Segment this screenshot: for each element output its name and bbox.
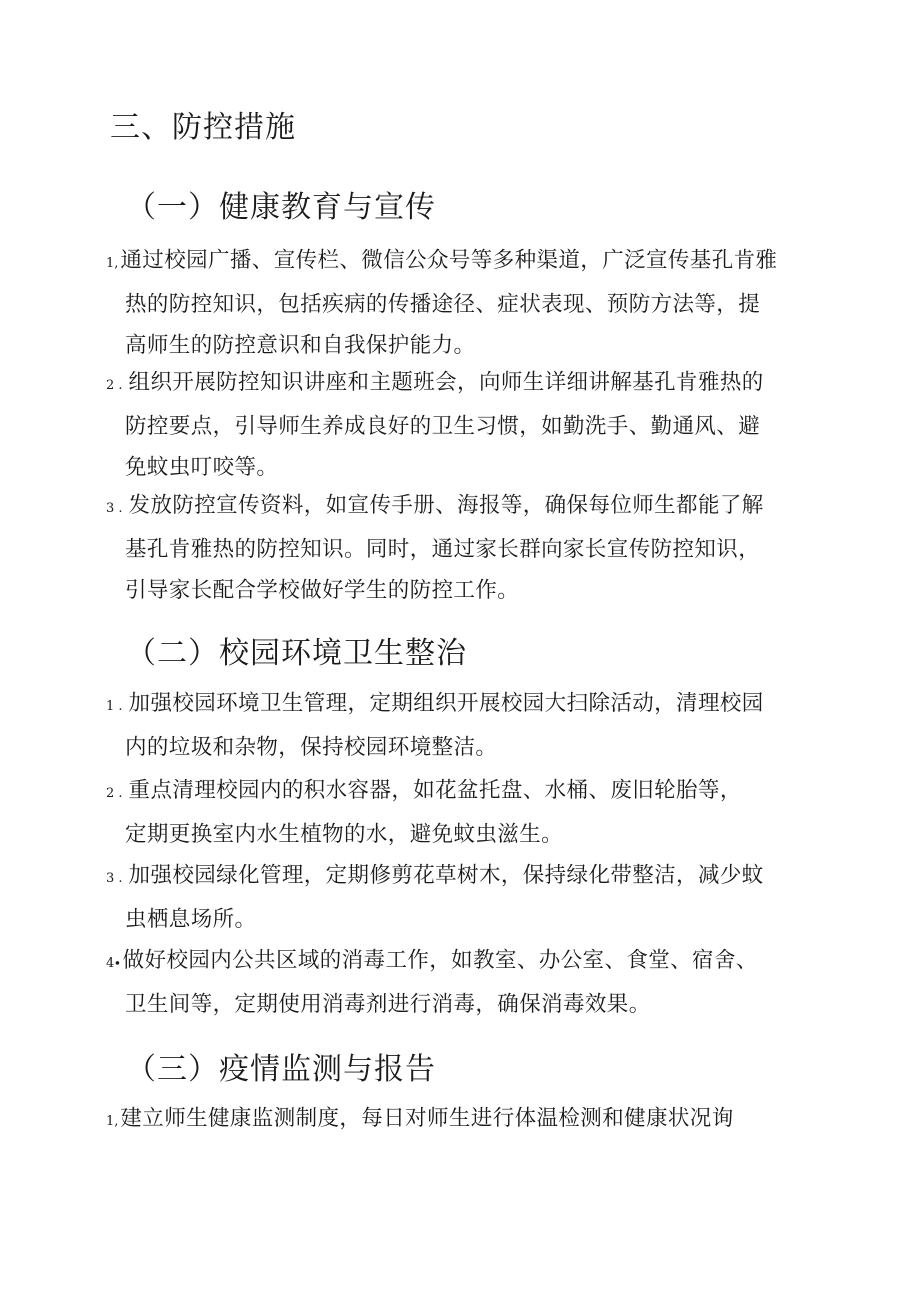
item-text-line: 防控要点，引导师生养成良好的卫生习惯，如勤洗手、勤通风、避: [125, 414, 761, 439]
item-text-line: 基孔肯雅热的防控知识。同时，通过家长群向家长宣传防控知识，: [125, 537, 761, 562]
item-text-line: 组织开展防控知识讲座和主题班会，向师生详细讲解基孔肯雅热的: [128, 370, 764, 395]
item-number: 1,: [106, 256, 119, 271]
item-text-line: 定期更换室内水生植物的水，避免蚊虫滋生。: [125, 822, 564, 847]
subsection-title-2: （二）校园环境卫生整治: [126, 636, 467, 671]
item-text-line: 热的防控知识，包括疾病的传播途径、症状表现、预防方法等，提: [125, 292, 761, 317]
list-item: [106, 770, 806, 855]
item-number: 4∙: [106, 956, 121, 971]
item-text-line: 做好校园内公共区域的消毒工作，如教室、办公室、食堂、宿舍、: [122, 948, 758, 973]
subsection-title-3: （三）疫情监测与报告: [126, 1052, 436, 1087]
list-item: [106, 240, 806, 366]
item-text-line: 发放防控宣传资料，如宣传手册、海报等，确保每位师生都能了解: [128, 493, 764, 518]
list-item: [106, 683, 806, 768]
item-number: 2 .: [106, 786, 123, 801]
subsection-title-1: （一）健康教育与宣传: [126, 190, 436, 225]
item-number: 3 .: [106, 501, 123, 516]
item-number: 3 .: [106, 871, 123, 886]
item-text-line: 高师生的防控意识和自我保护能力。: [125, 333, 476, 358]
item-number: 1 .: [106, 699, 123, 714]
list-item: [106, 1098, 806, 1142]
item-text-line: 重点清理校园内的积水容器，如花盆托盘、水桶、废旧轮胎等，: [128, 778, 742, 803]
item-text-line: 免蚊虫叮咬等。: [125, 455, 279, 480]
item-text-line: 加强校园环境卫生管理，定期组织开展校园大扫除活动，清理校园: [128, 691, 764, 716]
item-text-line: 通过校园广播、宣传栏、微信公众号等多种渠道，广泛宣传基孔肯雅: [120, 248, 778, 273]
list-item: [106, 485, 806, 611]
item-number: 2 .: [106, 378, 123, 393]
item-text-line: 引导家长配合学校做好学生的防控工作。: [125, 578, 520, 603]
list-item: [106, 940, 806, 1025]
item-text-line: 加强校园绿化管理，定期修剪花草树木，保持绿化带整洁，减少蚊: [128, 863, 764, 888]
item-text-line: 卫生间等，定期使用消毒剂进行消毒，确保消毒效果。: [125, 992, 651, 1017]
item-number: 1,: [106, 1114, 119, 1129]
item-text-line: 建立师生健康监测制度，每日对师生进行体温检测和健康状况询: [120, 1106, 734, 1131]
list-item: [106, 362, 806, 488]
list-item: [106, 855, 806, 940]
item-text-line: 虫栖息场所。: [125, 907, 257, 932]
section-title: 三、防控措施: [110, 110, 296, 145]
item-text-line: 内的垃圾和杂物，保持校园环境整洁。: [125, 735, 498, 760]
